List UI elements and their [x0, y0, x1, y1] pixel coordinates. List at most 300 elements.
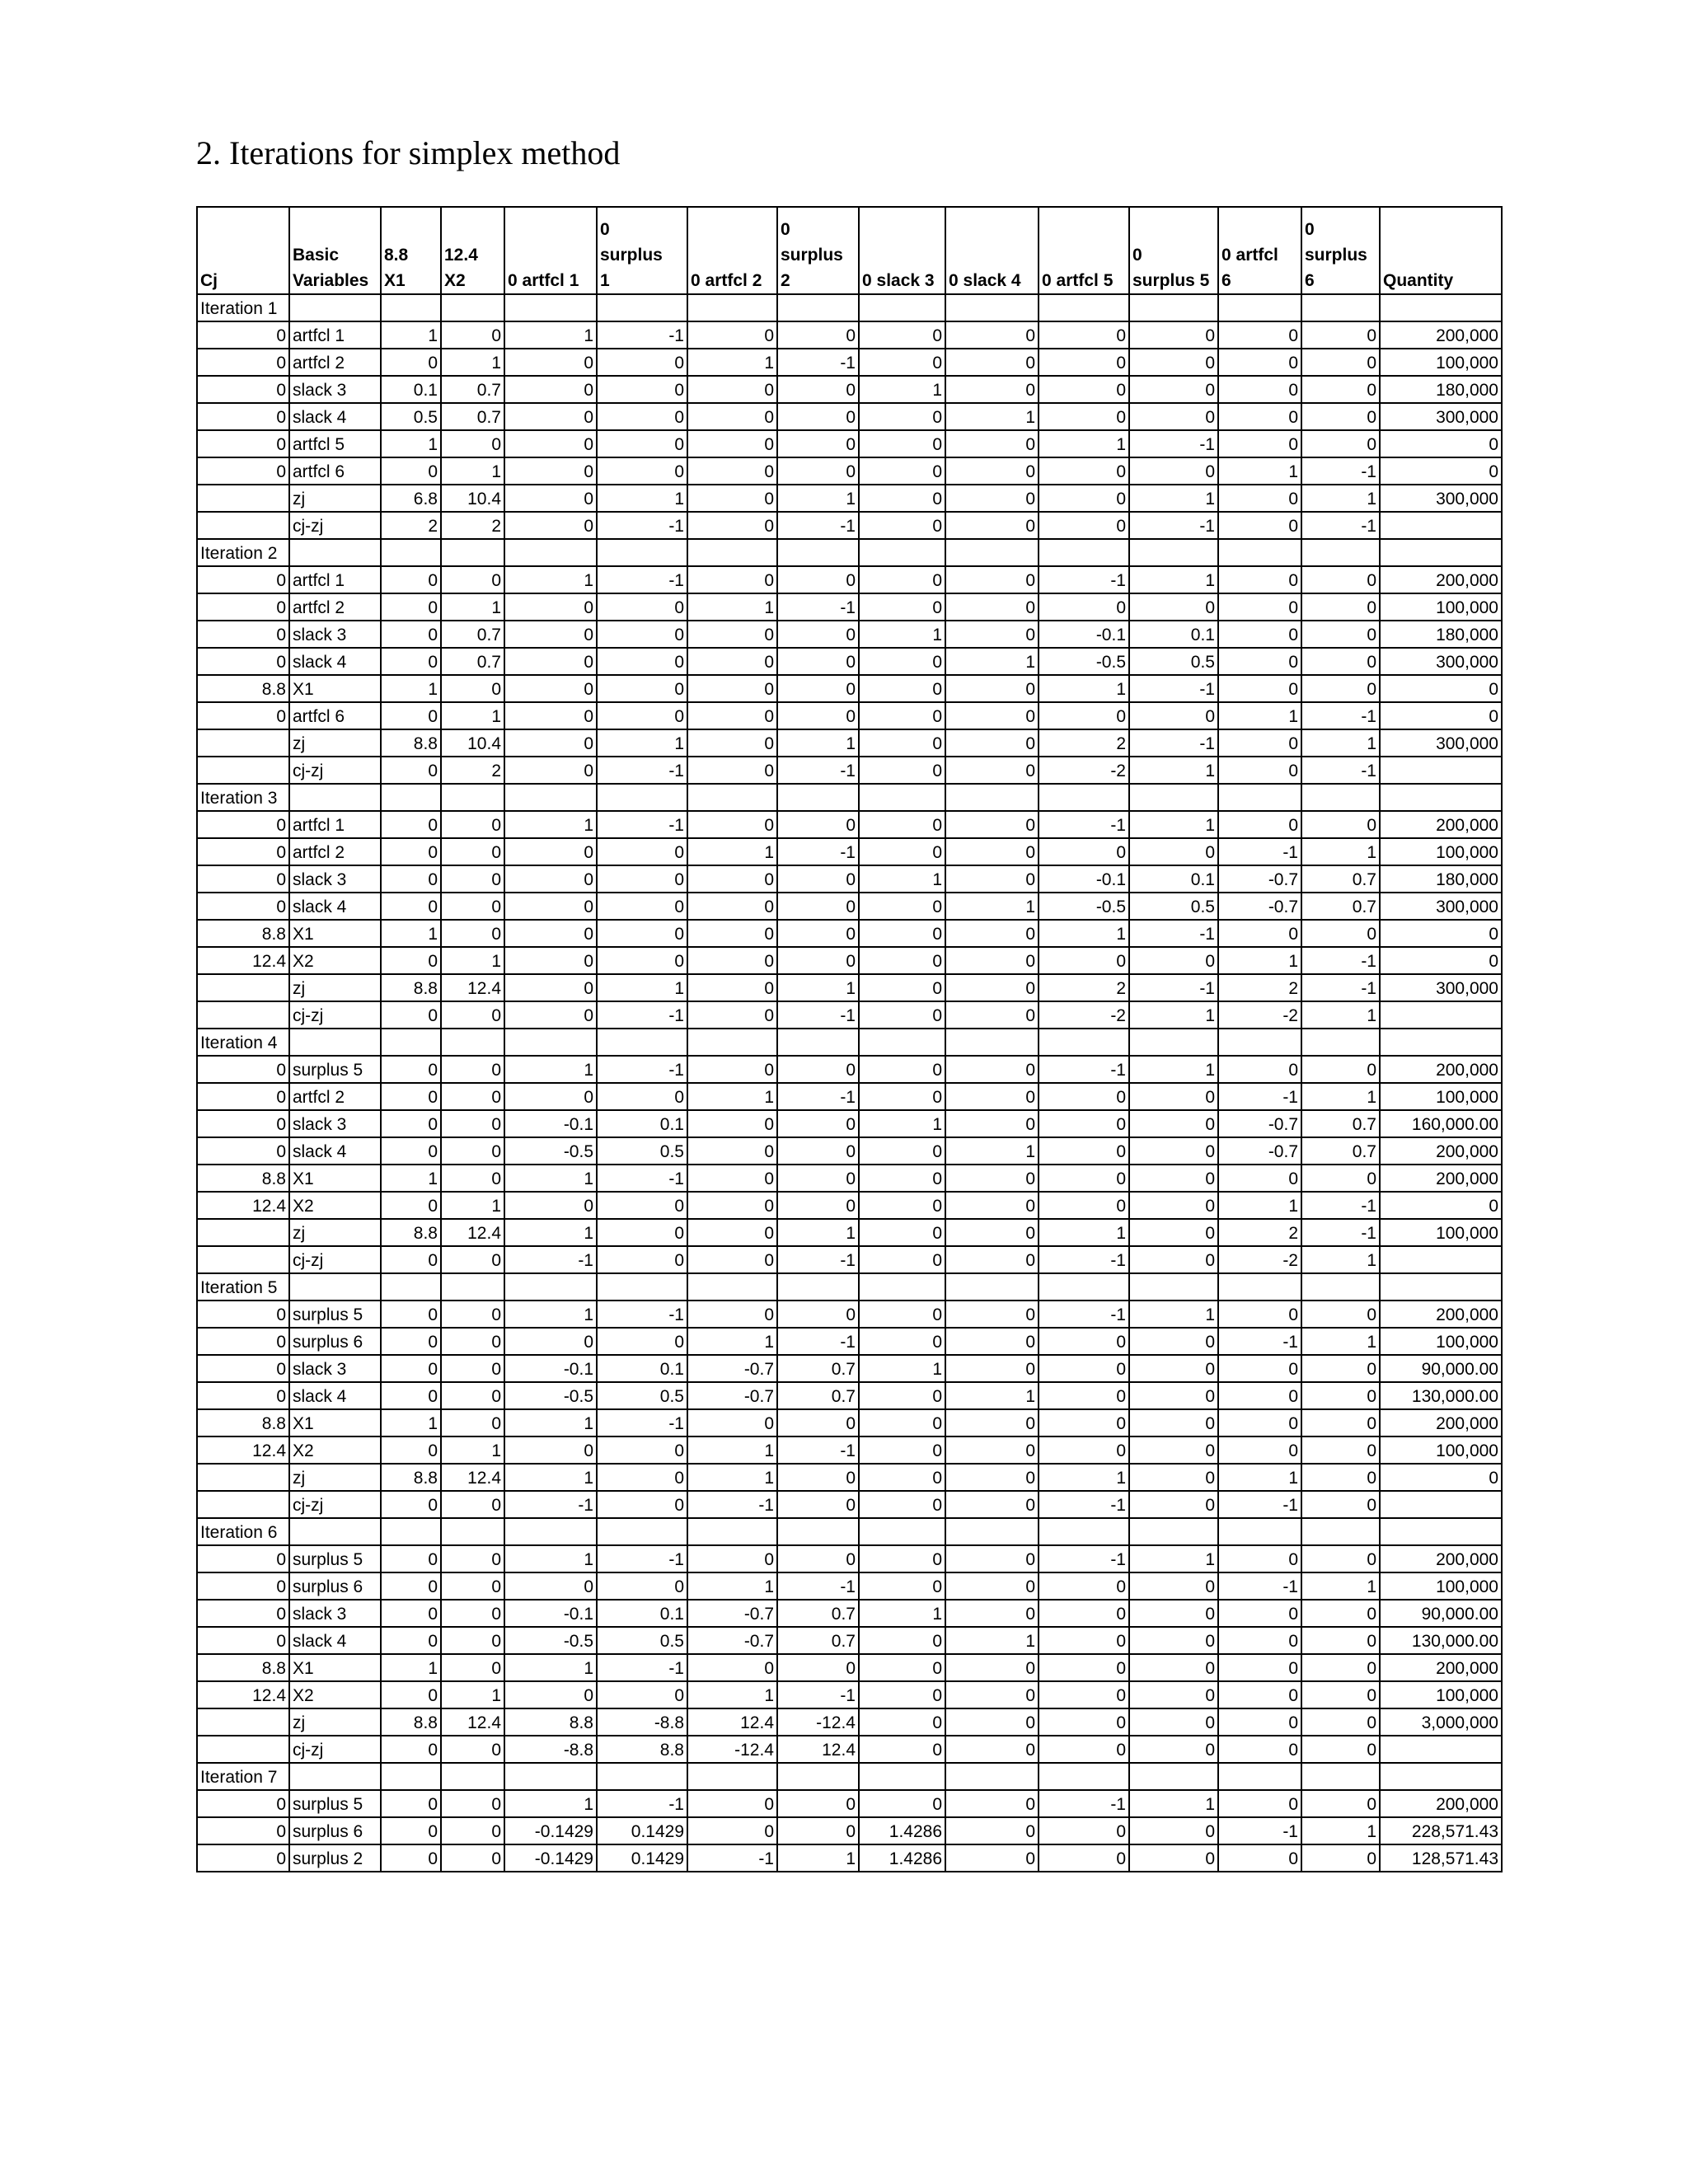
- empty-cell: [441, 1763, 504, 1790]
- basic-variable-cell: surplus 5: [289, 1301, 381, 1328]
- table-row: [197, 403, 1502, 430]
- value-cell: 1: [1301, 1001, 1380, 1029]
- value-cell: 0.1: [1129, 865, 1218, 893]
- column-header: [1301, 207, 1380, 294]
- value-cell: 0: [1301, 403, 1380, 430]
- value-cell: 0: [381, 1600, 441, 1627]
- value-cell: 1: [504, 811, 597, 838]
- value-cell: 0: [597, 1328, 687, 1355]
- value-cell: -1: [597, 757, 687, 784]
- column-header: [945, 207, 1039, 294]
- value-cell: -1: [1301, 1219, 1380, 1246]
- value-cell: 0: [1218, 1355, 1301, 1382]
- empty-cell: [859, 1029, 945, 1056]
- value-cell: 0: [1218, 376, 1301, 403]
- value-cell: 0: [1039, 1572, 1129, 1600]
- iteration-label-row: [197, 1029, 1502, 1056]
- value-cell: 1: [504, 1165, 597, 1192]
- value-cell: 0: [777, 947, 859, 974]
- iteration-label: Iteration 1: [197, 294, 289, 321]
- cj-cell: [197, 1708, 289, 1736]
- value-cell: 1: [441, 457, 504, 485]
- value-cell: 0: [381, 1491, 441, 1518]
- value-cell: 0: [687, 1192, 777, 1219]
- table-row: [197, 376, 1502, 403]
- value-cell: 0: [945, 1790, 1039, 1817]
- value-cell: [1380, 1491, 1502, 1518]
- column-header-line: [508, 217, 593, 242]
- empty-cell: [1129, 784, 1218, 811]
- value-cell: 0: [1129, 1572, 1218, 1600]
- empty-cell: [289, 539, 381, 566]
- value-cell: 1: [504, 1545, 597, 1572]
- column-header: [687, 207, 777, 294]
- empty-cell: [597, 784, 687, 811]
- value-cell: 0: [1218, 1409, 1301, 1436]
- empty-cell: [381, 1763, 441, 1790]
- value-cell: -0.1: [504, 1600, 597, 1627]
- cj-cell: 0: [197, 648, 289, 675]
- value-cell: -1: [1301, 1192, 1380, 1219]
- cj-cell: 0: [197, 838, 289, 865]
- table-row: [197, 1137, 1502, 1165]
- empty-cell: [945, 539, 1039, 566]
- basic-variable-cell: surplus 5: [289, 1056, 381, 1083]
- value-cell: 0: [1218, 349, 1301, 376]
- column-header-line: surplus: [781, 246, 843, 265]
- value-cell: 0: [687, 1165, 777, 1192]
- value-cell: 10.4: [441, 485, 504, 512]
- value-cell: 0: [859, 1382, 945, 1409]
- value-cell: 0: [945, 566, 1039, 593]
- value-cell: 0: [859, 893, 945, 920]
- value-cell: -2: [1218, 1246, 1301, 1273]
- value-cell: 0: [1129, 1355, 1218, 1382]
- basic-variable-cell: surplus 6: [289, 1572, 381, 1600]
- cj-cell: 12.4: [197, 1192, 289, 1219]
- value-cell: 0: [945, 1165, 1039, 1192]
- basic-variable-cell: zj: [289, 974, 381, 1001]
- value-cell: 0: [687, 566, 777, 593]
- value-cell: 0: [1301, 1790, 1380, 1817]
- value-cell: 180,000: [1380, 376, 1502, 403]
- value-cell: 1: [1301, 729, 1380, 757]
- value-cell: 1: [504, 1056, 597, 1083]
- value-cell: 1: [859, 1110, 945, 1137]
- value-cell: 0: [1129, 1165, 1218, 1192]
- value-cell: 0: [1380, 430, 1502, 457]
- value-cell: 0: [777, 702, 859, 729]
- value-cell: 100,000: [1380, 838, 1502, 865]
- empty-cell: [504, 784, 597, 811]
- value-cell: -0.7: [1218, 893, 1301, 920]
- value-cell: 12.4: [441, 1464, 504, 1491]
- empty-cell: [859, 294, 945, 321]
- value-cell: 0: [945, 865, 1039, 893]
- value-cell: 1: [597, 729, 687, 757]
- value-cell: 100,000: [1380, 1219, 1502, 1246]
- value-cell: 0: [1039, 403, 1129, 430]
- value-cell: 0: [777, 1165, 859, 1192]
- column-header: [777, 207, 859, 294]
- value-cell: -1: [1301, 457, 1380, 485]
- value-cell: -0.7: [687, 1600, 777, 1627]
- value-cell: 100,000: [1380, 349, 1502, 376]
- value-cell: 0: [1039, 1817, 1129, 1844]
- value-cell: 0: [1301, 1382, 1380, 1409]
- value-cell: 0.7: [777, 1355, 859, 1382]
- value-cell: 1: [687, 1681, 777, 1708]
- value-cell: -1: [1039, 1301, 1129, 1328]
- value-cell: 10.4: [441, 729, 504, 757]
- value-cell: 0: [859, 1192, 945, 1219]
- basic-variable-cell: surplus 2: [289, 1844, 381, 1872]
- empty-cell: [1218, 1273, 1301, 1301]
- empty-cell: [1218, 294, 1301, 321]
- column-header-line: [949, 242, 1035, 268]
- value-cell: -1: [1129, 920, 1218, 947]
- value-cell: 1: [504, 1409, 597, 1436]
- basic-variable-cell: zj: [289, 1708, 381, 1736]
- value-cell: 0: [1039, 349, 1129, 376]
- cj-cell: 0: [197, 1817, 289, 1844]
- value-cell: 0: [945, 512, 1039, 539]
- value-cell: 1: [504, 566, 597, 593]
- value-cell: 0: [597, 593, 687, 621]
- iteration-label: Iteration 7: [197, 1763, 289, 1790]
- value-cell: 0: [777, 1137, 859, 1165]
- value-cell: -1: [597, 1545, 687, 1572]
- value-cell: 0: [441, 1083, 504, 1110]
- empty-cell: [381, 1273, 441, 1301]
- value-cell: 1: [381, 1654, 441, 1681]
- value-cell: 0: [1301, 1844, 1380, 1872]
- basic-variable-cell: X2: [289, 1192, 381, 1219]
- value-cell: 0.7: [777, 1382, 859, 1409]
- value-cell: 0: [777, 865, 859, 893]
- table-row: [197, 1409, 1502, 1436]
- table-row: [197, 648, 1502, 675]
- empty-cell: [859, 784, 945, 811]
- empty-cell: [441, 1518, 504, 1545]
- value-cell: 300,000: [1380, 974, 1502, 1001]
- empty-cell: [289, 1763, 381, 1790]
- value-cell: 0: [441, 1165, 504, 1192]
- empty-cell: [381, 294, 441, 321]
- value-cell: 0: [687, 512, 777, 539]
- value-cell: 0: [859, 1654, 945, 1681]
- value-cell: 0: [1039, 1844, 1129, 1872]
- value-cell: -1: [1218, 1817, 1301, 1844]
- empty-cell: [1380, 1763, 1502, 1790]
- value-cell: 1: [777, 1219, 859, 1246]
- column-header-line: 6: [1221, 271, 1231, 290]
- value-cell: 0: [1039, 1110, 1129, 1137]
- value-cell: 0: [687, 430, 777, 457]
- value-cell: 0: [1301, 1654, 1380, 1681]
- value-cell: 0: [859, 838, 945, 865]
- iteration-label: Iteration 4: [197, 1029, 289, 1056]
- value-cell: 0: [441, 1817, 504, 1844]
- cj-cell: 0: [197, 1572, 289, 1600]
- value-cell: 130,000.00: [1380, 1382, 1502, 1409]
- empty-cell: [1380, 294, 1502, 321]
- value-cell: 0: [859, 811, 945, 838]
- table-row: [197, 1790, 1502, 1817]
- table-row: [197, 1817, 1502, 1844]
- empty-cell: [777, 1518, 859, 1545]
- value-cell: 0: [1039, 838, 1129, 865]
- value-cell: 0: [597, 1083, 687, 1110]
- value-cell: 1: [1129, 757, 1218, 784]
- value-cell: 0: [859, 1627, 945, 1654]
- empty-cell: [1301, 294, 1380, 321]
- value-cell: 0: [597, 1464, 687, 1491]
- column-header-line: Basic: [293, 246, 340, 265]
- value-cell: 0: [441, 1491, 504, 1518]
- value-cell: 1: [945, 893, 1039, 920]
- value-cell: 0: [1218, 1708, 1301, 1736]
- value-cell: 0: [945, 1817, 1039, 1844]
- value-cell: 0: [1129, 1083, 1218, 1110]
- value-cell: 0: [859, 1219, 945, 1246]
- value-cell: 0: [504, 893, 597, 920]
- empty-cell: [859, 1273, 945, 1301]
- empty-cell: [1301, 1518, 1380, 1545]
- value-cell: 0: [1301, 920, 1380, 947]
- value-cell: 12.4: [441, 1219, 504, 1246]
- value-cell: 0: [1301, 1627, 1380, 1654]
- value-cell: 0: [597, 675, 687, 702]
- basic-variable-cell: artfcl 6: [289, 702, 381, 729]
- value-cell: 0: [859, 1736, 945, 1763]
- value-cell: 1: [859, 621, 945, 648]
- value-cell: -1: [597, 811, 687, 838]
- value-cell: 0.7: [777, 1627, 859, 1654]
- basic-variable-cell: cj-zj: [289, 757, 381, 784]
- value-cell: 200,000: [1380, 1301, 1502, 1328]
- basic-variable-cell: X1: [289, 920, 381, 947]
- value-cell: 0: [859, 729, 945, 757]
- value-cell: 0: [381, 1817, 441, 1844]
- value-cell: 300,000: [1380, 403, 1502, 430]
- value-cell: -1: [1039, 811, 1129, 838]
- table-row: [197, 1355, 1502, 1382]
- value-cell: 0: [381, 811, 441, 838]
- value-cell: 0: [1039, 1192, 1129, 1219]
- value-cell: 0: [777, 1464, 859, 1491]
- value-cell: 0: [1218, 1436, 1301, 1464]
- value-cell: 0: [504, 920, 597, 947]
- basic-variable-cell: cj-zj: [289, 512, 381, 539]
- cj-cell: [197, 1491, 289, 1518]
- column-header: [197, 207, 289, 294]
- value-cell: 0: [777, 1056, 859, 1083]
- value-cell: 0: [1218, 1545, 1301, 1572]
- value-cell: 0: [687, 1001, 777, 1029]
- value-cell: 0: [687, 457, 777, 485]
- empty-cell: [381, 539, 441, 566]
- basic-variable-cell: surplus 6: [289, 1817, 381, 1844]
- column-header-line: [1042, 242, 1126, 268]
- column-header-line: [384, 217, 438, 242]
- cj-cell: 0: [197, 403, 289, 430]
- value-cell: 0: [1218, 512, 1301, 539]
- value-cell: -1: [597, 1301, 687, 1328]
- value-cell: 0: [504, 1192, 597, 1219]
- table-row: [197, 1681, 1502, 1708]
- empty-cell: [1380, 539, 1502, 566]
- value-cell: 200,000: [1380, 566, 1502, 593]
- basic-variable-cell: cj-zj: [289, 1001, 381, 1029]
- basic-variable-cell: slack 3: [289, 865, 381, 893]
- value-cell: 100,000: [1380, 1083, 1502, 1110]
- value-cell: 0: [777, 920, 859, 947]
- value-cell: -1: [1218, 1083, 1301, 1110]
- value-cell: 0: [687, 1246, 777, 1273]
- value-cell: -1: [1129, 512, 1218, 539]
- empty-cell: [1129, 1518, 1218, 1545]
- value-cell: 3,000,000: [1380, 1708, 1502, 1736]
- iteration-label-row: [197, 784, 1502, 811]
- value-cell: -1: [1039, 1790, 1129, 1817]
- value-cell: 0: [1129, 1708, 1218, 1736]
- value-cell: 300,000: [1380, 648, 1502, 675]
- table-row: [197, 430, 1502, 457]
- value-cell: 0: [1301, 566, 1380, 593]
- value-cell: 0: [381, 702, 441, 729]
- value-cell: 0: [859, 321, 945, 349]
- iteration-label-row: [197, 1518, 1502, 1545]
- empty-cell: [289, 784, 381, 811]
- value-cell: -1: [777, 838, 859, 865]
- value-cell: 8.8: [381, 1464, 441, 1491]
- value-cell: 0: [597, 947, 687, 974]
- basic-variable-cell: slack 3: [289, 1600, 381, 1627]
- value-cell: 0.5: [1129, 893, 1218, 920]
- value-cell: 0: [859, 1328, 945, 1355]
- basic-variable-cell: slack 3: [289, 621, 381, 648]
- basic-variable-cell: slack 4: [289, 1137, 381, 1165]
- value-cell: 12.4: [687, 1708, 777, 1736]
- value-cell: 200,000: [1380, 1654, 1502, 1681]
- value-cell: 0: [1039, 1137, 1129, 1165]
- value-cell: 1: [504, 1654, 597, 1681]
- value-cell: 0: [441, 1355, 504, 1382]
- value-cell: 0: [597, 457, 687, 485]
- empty-cell: [687, 784, 777, 811]
- value-cell: 0: [504, 1083, 597, 1110]
- cj-cell: [197, 757, 289, 784]
- value-cell: 0.1: [1129, 621, 1218, 648]
- value-cell: 0: [441, 1600, 504, 1627]
- value-cell: -1: [777, 512, 859, 539]
- value-cell: 0: [859, 403, 945, 430]
- value-cell: 0: [859, 1790, 945, 1817]
- value-cell: 0: [504, 349, 597, 376]
- value-cell: -1: [777, 1328, 859, 1355]
- value-cell: 0: [441, 1844, 504, 1872]
- empty-cell: [1380, 1273, 1502, 1301]
- value-cell: 1: [1218, 1192, 1301, 1219]
- value-cell: 0: [1129, 702, 1218, 729]
- value-cell: 1: [441, 1436, 504, 1464]
- value-cell: 0: [504, 838, 597, 865]
- value-cell: -1: [1301, 947, 1380, 974]
- value-cell: 0: [1380, 457, 1502, 485]
- value-cell: 1: [1129, 1056, 1218, 1083]
- value-cell: 0: [381, 1301, 441, 1328]
- value-cell: 0: [1218, 648, 1301, 675]
- value-cell: -1: [597, 512, 687, 539]
- value-cell: 1: [1218, 457, 1301, 485]
- value-cell: 0: [504, 430, 597, 457]
- value-cell: 1: [381, 430, 441, 457]
- value-cell: 0: [441, 321, 504, 349]
- value-cell: 1: [859, 1355, 945, 1382]
- table-row: [197, 865, 1502, 893]
- value-cell: 0: [504, 485, 597, 512]
- value-cell: 1: [687, 1572, 777, 1600]
- value-cell: 0: [687, 865, 777, 893]
- value-cell: 0: [1129, 1491, 1218, 1518]
- value-cell: 0: [777, 1409, 859, 1436]
- value-cell: 0: [1301, 648, 1380, 675]
- value-cell: 0: [945, 457, 1039, 485]
- value-cell: 0: [945, 593, 1039, 621]
- basic-variable-cell: surplus 6: [289, 1328, 381, 1355]
- value-cell: 0: [1301, 675, 1380, 702]
- value-cell: 1: [687, 593, 777, 621]
- column-header: [289, 207, 381, 294]
- empty-cell: [687, 1763, 777, 1790]
- value-cell: 1: [1129, 1790, 1218, 1817]
- value-cell: -0.5: [1039, 648, 1129, 675]
- value-cell: -1: [597, 1056, 687, 1083]
- column-header-line: 0 artfcl 1: [508, 271, 579, 290]
- value-cell: 0: [504, 1436, 597, 1464]
- value-cell: 0: [945, 1355, 1039, 1382]
- cj-cell: 0: [197, 376, 289, 403]
- empty-cell: [504, 294, 597, 321]
- empty-cell: [1218, 784, 1301, 811]
- value-cell: -1: [777, 1436, 859, 1464]
- value-cell: 2: [381, 512, 441, 539]
- column-header-line: surplus 5: [1132, 271, 1210, 290]
- value-cell: 0: [1039, 1436, 1129, 1464]
- value-cell: 8.8: [381, 1708, 441, 1736]
- value-cell: 0.7: [1301, 1110, 1380, 1137]
- value-cell: 0: [441, 1001, 504, 1029]
- value-cell: 12.4: [441, 1708, 504, 1736]
- value-cell: -1: [1301, 702, 1380, 729]
- cj-cell: 0: [197, 1056, 289, 1083]
- value-cell: 0: [504, 1572, 597, 1600]
- value-cell: 1: [1301, 1246, 1380, 1273]
- table-row: [197, 729, 1502, 757]
- value-cell: 1: [1301, 1817, 1380, 1844]
- value-cell: -1: [1039, 1246, 1129, 1273]
- value-cell: 0: [1039, 1083, 1129, 1110]
- value-cell: 0: [859, 947, 945, 974]
- value-cell: 1: [777, 485, 859, 512]
- column-header-line: [508, 242, 593, 268]
- cj-cell: 0: [197, 1110, 289, 1137]
- value-cell: 0: [687, 947, 777, 974]
- value-cell: -1: [1218, 838, 1301, 865]
- cj-cell: 0: [197, 702, 289, 729]
- basic-variable-cell: artfcl 2: [289, 1083, 381, 1110]
